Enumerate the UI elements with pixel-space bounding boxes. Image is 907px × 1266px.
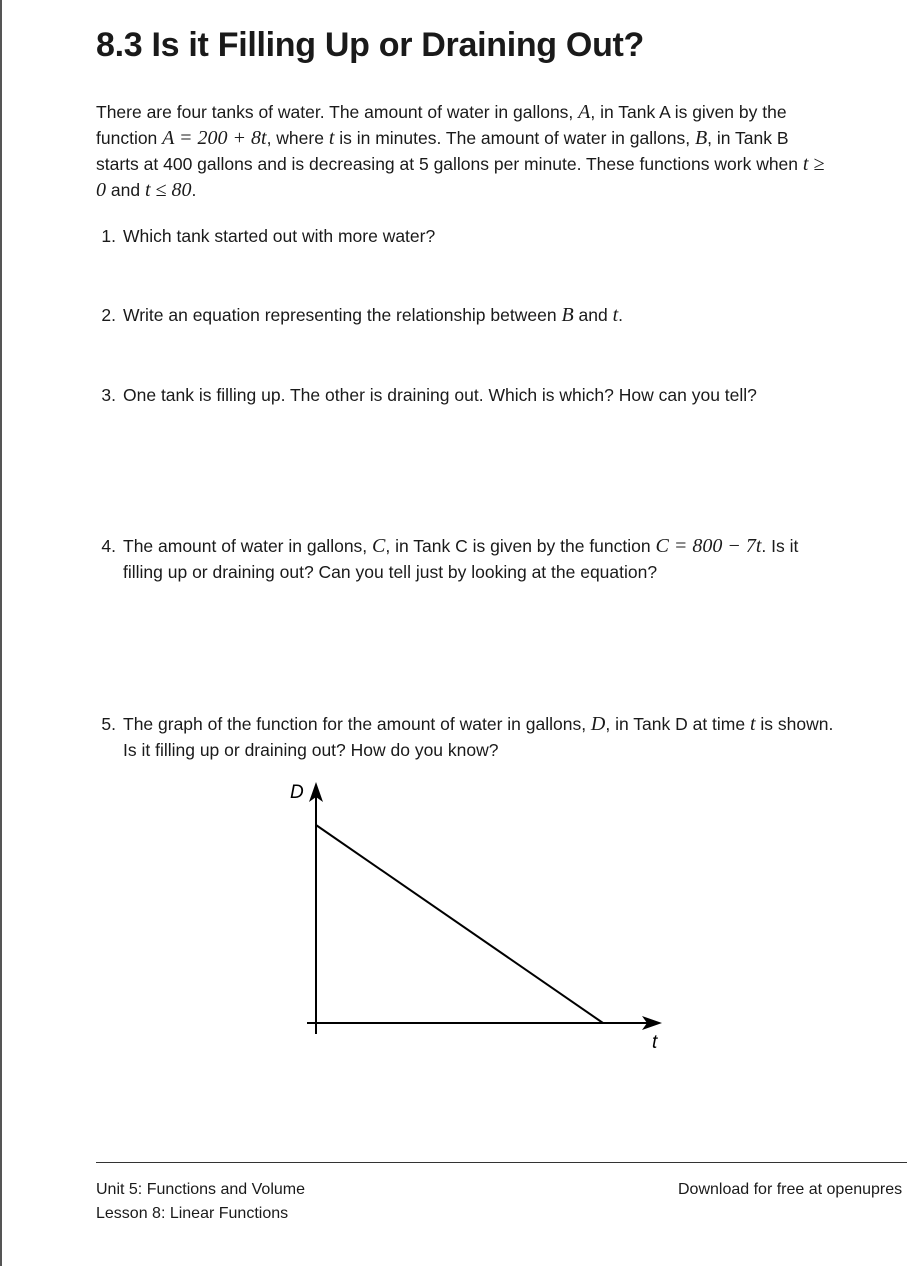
page-title: 8.3 Is it Filling Up or Draining Out? — [96, 26, 645, 64]
question-3 — [96, 382, 836, 408]
question-text — [123, 533, 836, 585]
y-axis-label: D — [290, 782, 304, 803]
intro-text: is in minutes. The amount of water in gallons, — [334, 128, 695, 148]
math-equation: t ≥ 0 — [96, 153, 825, 201]
question-number: 5. — [101, 714, 116, 734]
math-var: t — [612, 304, 619, 326]
page-left-edge — [0, 0, 2, 1266]
footer-lesson: Lesson 8: Linear Functions — [96, 1205, 289, 1222]
math-equation: C = 800 − 7t — [655, 535, 762, 557]
footer-divider — [96, 1162, 907, 1163]
intro-text: . — [191, 180, 197, 200]
footer-unit: Unit 5: Functions and Volume — [96, 1181, 306, 1198]
math-var: t — [328, 127, 335, 149]
question-2 — [96, 302, 836, 328]
text: is shown. Is it filling up or draining out? How do you know? — [123, 714, 834, 760]
math-var: C — [372, 535, 386, 557]
math-var: t — [749, 713, 756, 735]
intro-text: , in Tank B starts at 400 gallons and is decreasing at 5 gallons per minute. These functions work when — [96, 128, 803, 174]
math-equation: t ≤ 80 — [144, 179, 192, 201]
footer-download-link[interactable]: Download for free at openupres — [678, 1181, 903, 1198]
math-var: A — [578, 101, 591, 123]
text: The graph of the function for the amount of water in gallons, — [123, 714, 591, 734]
text: , in Tank D at time — [605, 714, 750, 734]
text: . Is it filling up or draining out? Can you tell just by looking at the equation? — [123, 536, 799, 582]
intro-paragraph — [96, 99, 836, 203]
text: and — [573, 305, 613, 325]
function-line — [316, 825, 603, 1023]
question-text — [123, 302, 836, 328]
intro-text: , where — [266, 128, 329, 148]
question-number: 1. — [101, 226, 116, 246]
question-5 — [96, 711, 836, 763]
intro-text: and — [106, 180, 145, 200]
text: The amount of water in gallons, — [123, 536, 373, 556]
question-number: 4. — [101, 536, 116, 556]
math-equation: A = 200 + 8t — [162, 127, 267, 149]
math-var: B — [561, 304, 574, 326]
text: . — [618, 305, 624, 325]
question-number: 3. — [101, 385, 116, 405]
x-axis-label: t — [652, 1032, 658, 1053]
intro-text: There are four tanks of water. The amount of water in gallons, — [96, 102, 579, 122]
math-var: B — [694, 127, 708, 149]
question-number: 2. — [101, 305, 116, 325]
question-1 — [96, 223, 836, 249]
question-text: Which tank started out with more water? — [123, 226, 436, 246]
intro-text: , in Tank A is given by the function — [96, 102, 787, 148]
question-4 — [96, 533, 836, 585]
math-var: D — [590, 713, 606, 735]
text: , in Tank C is given by the function — [385, 536, 656, 556]
question-text — [123, 711, 836, 763]
tank-d-graph — [280, 770, 680, 1060]
text: Write an equation representing the relationship between — [123, 305, 562, 325]
question-text: One tank is filling up. The other is draining out. Which is which? How can you tell? — [123, 385, 757, 405]
